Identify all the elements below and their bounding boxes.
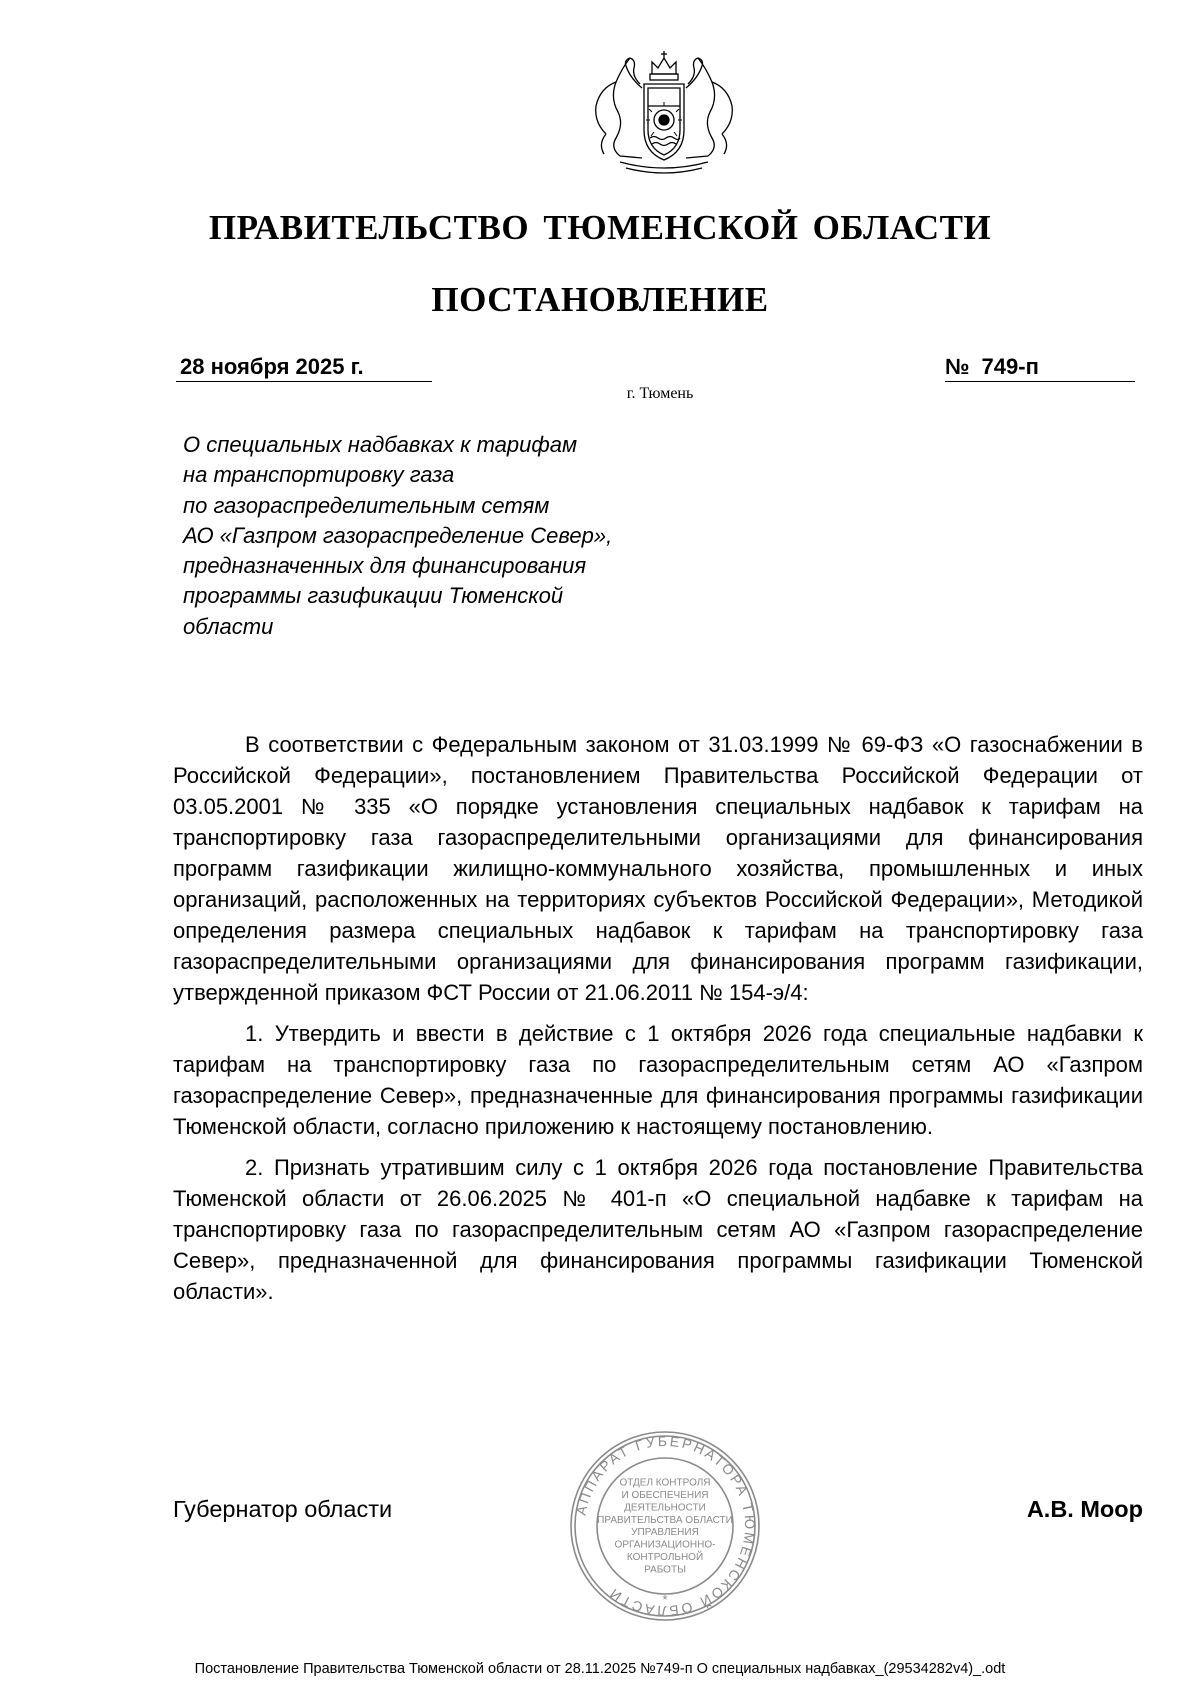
document-subject	[183, 430, 703, 642]
svg-text:АППАРАТ ГУБЕРНАТОРА ТЮМЕНСКОЙ: АППАРАТ ГУБЕРНАТОРА ТЮМЕНСКОЙ ОБЛАСТИ	[572, 1432, 759, 1620]
organization-title: ПРАВИТЕЛЬСТВО ТЮМЕНСКОЙ ОБЛАСТИ	[208, 208, 992, 247]
stamp-inner-line: И ОБЕСПЕЧЕНИЯ	[621, 1490, 709, 1501]
item-1-paragraph: 1. Утвердить и ввести в действие с 1 октября 2026 года специальные надбавки к тарифам на транспортировку газа по газораспределительным сетям АО «Газпром газораспределение Север», предназначенные для финансирования программы газификации Тюменской области, согласно приложению к настоящему постановлению.	[173, 1021, 1143, 1139]
subject-line: области	[183, 613, 274, 639]
svg-text:*: *	[662, 1592, 668, 1607]
stamp-inner-line: ОТДЕЛ КОНТРОЛЯ	[619, 1477, 711, 1489]
subject-line: по газораспределительным сетям	[183, 492, 550, 518]
document-date: 28 ноября 2025 г.	[176, 354, 432, 382]
stamp-inner-line: РАБОТЫ	[644, 1564, 686, 1576]
number-sign: №	[945, 354, 970, 379]
item-2-paragraph: 2. Признать утратившим силу с 1 октября 2026 года постановление Правительства Тюменской области от 26.06.2025 № 401-п «О специальной надбавке к тарифам на транспортировку газа по газораспределительным сетям АО «Газпром газораспределение Север», предназначенной для финансирования программы газификации Тюменской области».	[173, 1155, 1143, 1304]
subject-line: на транспортировку газа	[183, 462, 455, 488]
signatory-position: Губернатор области	[173, 1496, 393, 1522]
subject-line: АО «Газпром газораспределение Север»,	[183, 522, 613, 548]
preamble-paragraph: В соответствии с Федеральным законом от 31.03.1999 № 69-ФЗ «О газоснабжении в Российской Федерации», постановлением Правительства Российской Федерации от 03.05.2001 № 335 «О порядке установления специальных надбавок к тарифам на транспортировку газа газораспределительными организациями для финансирования программ газификации жилищно-коммунального хозяйства, промышленных и иных организаций, расположенных на территориях субъектов Российской Федерации», Методикой определения размера специальных надбавок к тарифам на транспортировку газа газораспределительными организациями для финансирования программ газификации, утвержденной приказом ФСТ России от 21.06.2011 № 154-э/4:	[173, 732, 1143, 1005]
official-stamp	[567, 1428, 763, 1624]
document-city: г. Тюмень	[626, 385, 694, 402]
stamp-inner-line: ПРАВИТЕЛЬСТВА ОБЛАСТИ	[597, 1514, 733, 1526]
subject-line: О специальных надбавках к тарифам	[183, 432, 578, 457]
stamp-inner-line: КОНТРОЛЬНОЙ	[626, 1552, 704, 1563]
signatory-name: А.В. Моор	[1026, 1496, 1143, 1522]
document-type-title: ПОСТАНОВЛЕНИЕ	[431, 280, 769, 319]
stamp-inner-line: ДЕЯТЕЛЬНОСТИ	[624, 1502, 706, 1514]
document-body	[173, 729, 1143, 1317]
document-number: 749-п	[981, 354, 1039, 379]
stamp-inner-line: УПРАВЛЕНИЯ	[631, 1527, 699, 1539]
document-number-field	[945, 354, 1135, 382]
subject-line: программы газификации Тюменской	[183, 583, 564, 609]
coat-of-arms-icon	[586, 48, 742, 178]
file-footer: Постановление Правительства Тюменской области от 28.11.2025 №749-п О специальных надбавках_(29534282v4)_.odt	[194, 1661, 1006, 1677]
stamp-inner-line: ОРГАНИЗАЦИОННО-	[614, 1539, 716, 1551]
subject-line: предназначенных для финансирования	[183, 553, 587, 579]
